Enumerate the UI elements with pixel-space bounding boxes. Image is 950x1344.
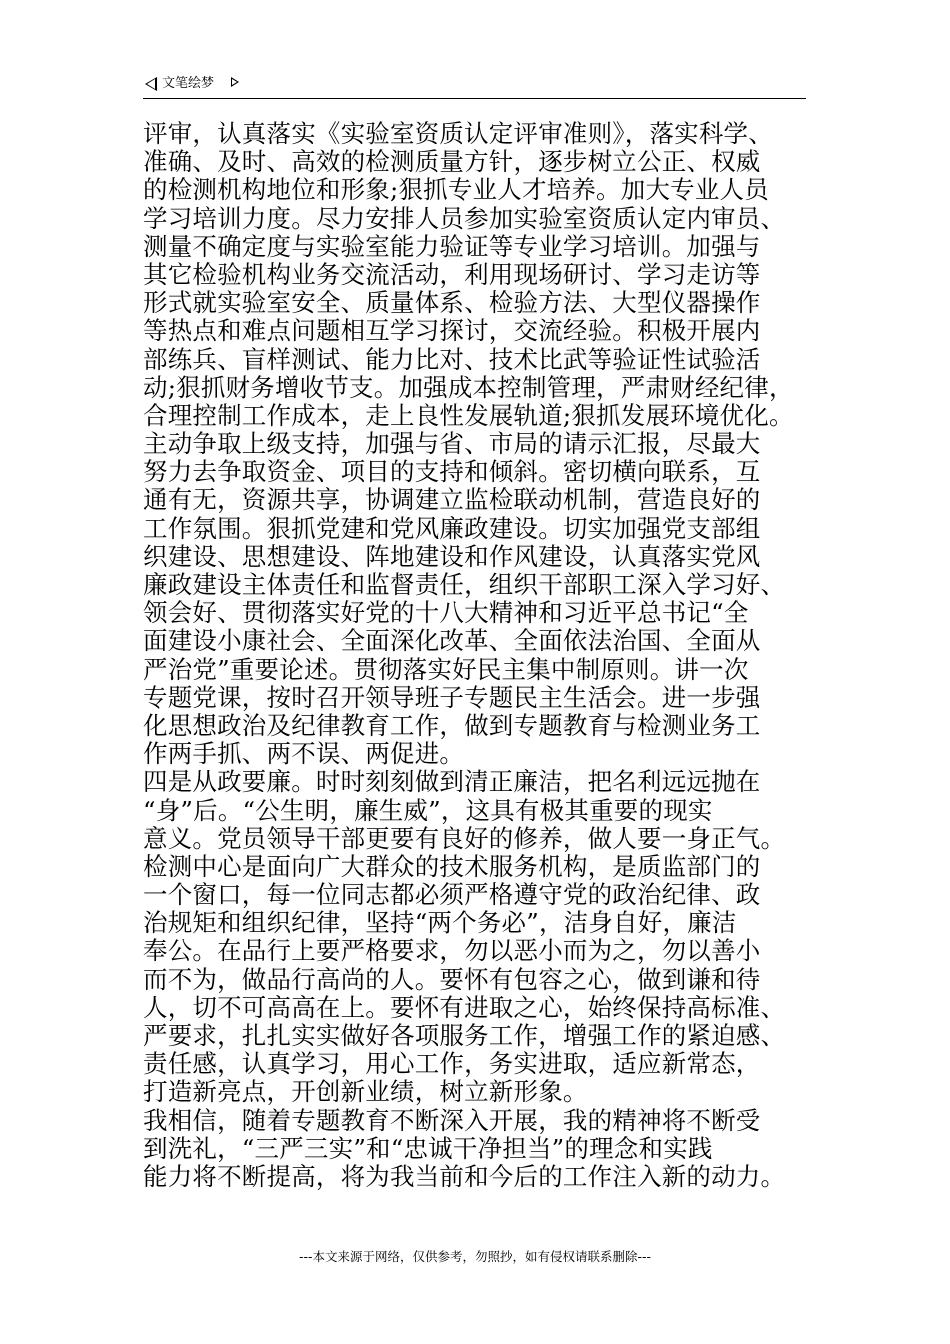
- body-line: 织建设、思想建设、阵地建设和作风建设，认真落实党风: [143, 541, 761, 571]
- header-brand: 文笔绘梦: [162, 76, 215, 91]
- document-body: [143, 120, 815, 1191]
- body-line: 努力去争取资金、项目的支持和倾斜。密切横向联系，互: [143, 457, 761, 487]
- body-line: 面建设小康社会、全面深化改革、全面依法治国、全面从: [143, 626, 761, 656]
- body-line: 领会好、贯彻落实好党的十八大精神和习近平总书记“全: [143, 598, 749, 628]
- body-line: 责任感，认真学习，用心工作，务实进取，适应新常态，: [143, 1049, 761, 1079]
- body-line: 工作氛围。狠抓党建和党风廉政建设。切实加强党支部组: [143, 513, 761, 543]
- body-line: 形式就实验室安全、质量体系、检验方法、大型仪器操作: [143, 288, 761, 318]
- body-line: 一个窗口，每一位同志都必须严格遵守党的政治纪律、政: [143, 880, 761, 910]
- body-line: 严治党”重要论述。贯彻落实好民主集中制原则。讲一次: [143, 654, 749, 684]
- body-line: 能力将不断提高，将为我当前和今后的工作注入新的动力。: [143, 1161, 786, 1191]
- body-line: 廉政建设主体责任和监督责任，组织干部职工深入学习好、: [143, 570, 786, 599]
- body-line: 意义。党员领导干部更要有良好的修养，做人要一身正气。: [143, 823, 786, 853]
- body-line: “身”后。“公生明，廉生威”，这具有极其重要的现实: [143, 795, 713, 825]
- triangle-right-icon: [231, 77, 239, 87]
- body-line: 部练兵、盲样测试、能力比对、技术比武等验证性试验活: [143, 344, 761, 374]
- body-line: 合理控制工作成本，走上良性发展轨道;狠抓发展环境优化。: [143, 400, 794, 430]
- body-line: 化思想政治及纪律教育工作，做到专题教育与检测业务工: [143, 710, 761, 740]
- body-line: 主动争取上级支持，加强与省、市局的请示汇报，尽最大: [143, 429, 761, 459]
- footer-notice: ---本文来源于网络，仅供参考，勿照抄，如有侵权请联系删除---: [298, 1249, 652, 1264]
- body-line: 打造新亮点，开创新业绩，树立新形象。: [143, 1077, 588, 1107]
- body-line: 的检测机构地位和形象;狠抓专业人才培养。加大专业人员: [143, 175, 769, 205]
- body-line: 人，切不可高高在上。要怀有进取之心，始终保持高标准、: [143, 992, 786, 1022]
- body-line: 测量不确定度与实验室能力验证等专业学习培训。加强与: [143, 231, 761, 261]
- body-line: 治规矩和组织纪律，坚持“两个务必”，洁身自好，廉洁: [143, 908, 737, 938]
- body-line: 到洗礼，“三严三实”和“忠诚干净担当”的理念和实践: [143, 1133, 713, 1163]
- body-line: 四是从政要廉。时时刻刻做到清正廉洁，把名利远远抛在: [143, 767, 761, 797]
- triangle-left-icon: [145, 77, 157, 91]
- body-line: 作两手抓、两不误、两促进。: [143, 739, 465, 769]
- body-line: 而不为，做品行高尚的人。要怀有包容之心，做到谦和待: [143, 964, 761, 994]
- body-line: 准确、及时、高效的检测质量方针，逐步树立公正、权威: [143, 147, 761, 177]
- body-line: 等热点和难点问题相互学习探讨，交流经验。积极开展内: [143, 316, 761, 346]
- body-line: 通有无，资源共享，协调建立监检联动机制，营造良好的: [143, 485, 761, 515]
- body-line: 学习培训力度。尽力安排人员参加实验室资质认定内审员、: [143, 203, 786, 233]
- body-line: 评审，认真落实《实验室资质认定评审准则》，落实科学、: [143, 119, 773, 148]
- body-line: 其它检验机构业务交流活动，利用现场研讨、学习走访等: [143, 259, 761, 289]
- page-header: [143, 72, 806, 99]
- body-line: 奉公。在品行上要严格要求，勿以恶小而为之，勿以善小: [143, 936, 761, 966]
- body-line: 我相信，随着专题教育不断深入开展，我的精神将不断受: [143, 1105, 761, 1135]
- body-line: 动;狠抓财务增收节支。加强成本控制管理，严肃财经纪律，: [143, 372, 794, 402]
- body-line: 检测中心是面向广大群众的技术服务机构，是质监部门的: [143, 851, 761, 881]
- body-line: 专题党课，按时召开领导班子专题民主生活会。进一步强: [143, 682, 761, 712]
- body-line: 严要求，扎扎实实做好各项服务工作，增强工作的紧迫感、: [143, 1021, 786, 1050]
